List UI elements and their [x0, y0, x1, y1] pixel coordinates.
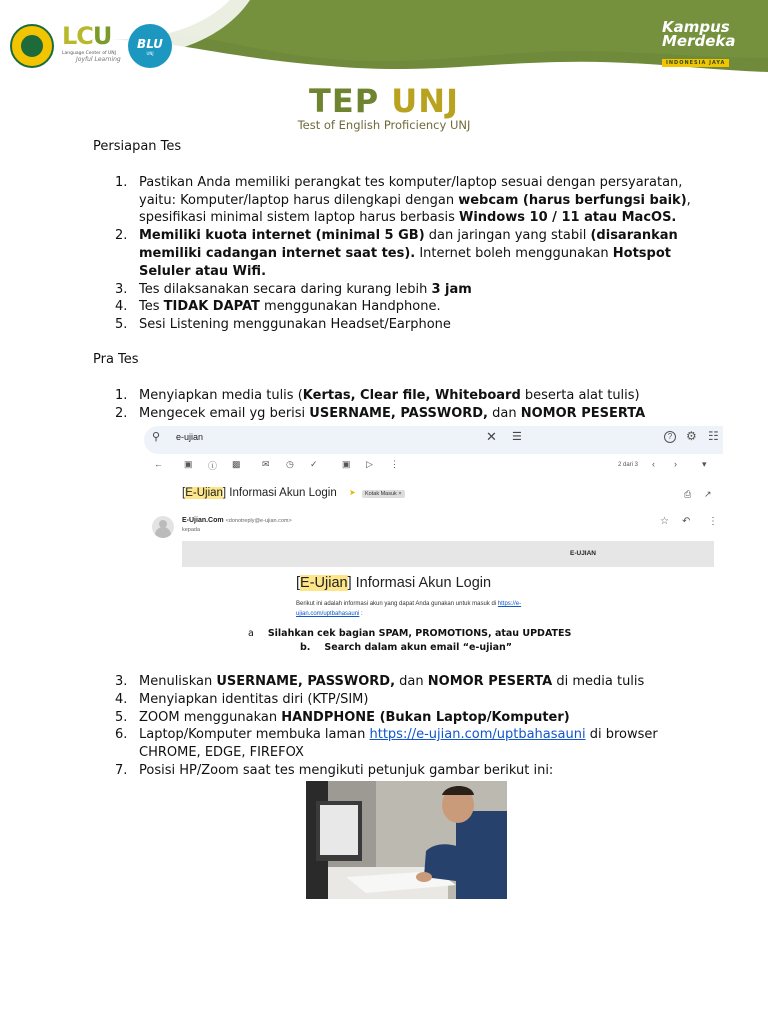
email-screenshot: [142, 424, 723, 624]
list-item: [115, 387, 693, 405]
reply-icon: ↶: [682, 516, 691, 527]
chevron-left-icon: ‹: [652, 459, 655, 469]
note-b: b. Search dalam akun email “e-ujian”: [300, 642, 513, 653]
unj-logo: [10, 24, 54, 68]
kampus-merdeka-logo: Kampus Merdeka INDONESIA JAYA: [662, 18, 736, 66]
list-item: [115, 281, 693, 299]
star-icon: ☆: [660, 516, 669, 527]
mail-search-bar: [144, 426, 723, 454]
text: Menyiapkan identitas diri (KTP/SIM): [139, 691, 369, 707]
chevron-right-icon: ›: [674, 459, 677, 469]
note-a: a Silahkan cek bagian SPAM, PROMOTIONS, atau UPDATES: [248, 628, 572, 639]
mail-search-input: e-ujian: [176, 432, 204, 442]
text: , spesifikasi minimal sistem laptop harus berbasis: [139, 192, 691, 226]
bold-text: webcam (harus berfungsi baik): [458, 192, 687, 208]
bold-text: TIDAK DAPAT: [163, 299, 260, 315]
search-icon: ⚲: [152, 431, 161, 443]
list-number: 3.: [115, 674, 128, 689]
bold-text: (disarankan memiliki cadangan internet saat tes).: [139, 228, 678, 261]
header-banner: [0, 0, 768, 82]
list-number: 1.: [115, 387, 128, 403]
pratest-list: [115, 387, 693, 423]
move-icon: ▣: [342, 459, 351, 469]
bold-text: NOMOR PESERTA: [427, 674, 553, 689]
mail-body-text: Berikut ini adalah informasi akun yang dapat Anda gunakan untuk masuk di https://e- ujian.com/uptbahasauni :: [296, 601, 522, 617]
list-item: [115, 673, 713, 691]
more-vert-icon: ⋮: [708, 516, 718, 527]
document-body-continued: [93, 673, 713, 780]
list-item: [115, 405, 693, 423]
list-item: [115, 227, 693, 280]
task-icon: ✓: [310, 459, 318, 469]
important-icon: ➤: [349, 488, 356, 497]
mail-sender: E-Ujian.Com <donotreply@e-ujian.com>: [182, 517, 292, 524]
list-number: 6.: [115, 727, 128, 743]
back-icon: ←: [154, 459, 163, 469]
text: dan jaringan yang stabil: [424, 228, 591, 244]
filter-icon: ☰: [512, 431, 522, 443]
close-icon: ✕: [486, 429, 497, 444]
list-number: 5.: [115, 709, 128, 725]
list-number: 4.: [115, 691, 128, 707]
bold-text: HANDPHONE (Bukan Laptop/Komputer): [281, 709, 570, 725]
e-ujian-link[interactable]: https://e-ujian.com/uptbahasauni: [369, 727, 586, 743]
list-number: 1.: [115, 174, 128, 190]
section-title-persiapan: Persiapan Tes: [93, 139, 182, 154]
text: di browser CHROME, EDGE, FIREFOX: [139, 727, 658, 761]
archive-icon: ▣: [184, 459, 193, 469]
avatar: [152, 516, 174, 538]
text: dan: [395, 674, 428, 689]
text: Posisi HP/Zoom saat tes mengikuti petunjuk gambar berikut ini:: [139, 762, 554, 778]
photo-illustration: [306, 781, 507, 899]
bold-text: 3 jam: [431, 281, 472, 297]
print-icon: ⎙: [684, 489, 692, 499]
bold-text: Kertas, Clear file, Whiteboard: [302, 387, 521, 403]
apps-icon: ☷: [708, 429, 719, 443]
bold-text: USERNAME, PASSWORD,: [309, 405, 488, 421]
list-number: 4.: [115, 299, 128, 315]
text: Tes dilaksanakan secara daring kurang lebih: [139, 281, 432, 297]
persiapan-list: [115, 174, 693, 334]
more-vert-icon: ⋮: [390, 459, 399, 469]
zoom-position-photo: [306, 781, 507, 899]
text: Internet boleh menggunakan: [415, 245, 613, 261]
document-body: [93, 138, 693, 422]
list-item: [115, 691, 713, 709]
text: dan: [488, 405, 521, 421]
report-icon: ⓘ: [208, 461, 218, 471]
blu-logo: BLU UNJ: [128, 24, 172, 68]
lcu-logo: LCU Language Center of UNJ Joyful Learning: [62, 22, 121, 63]
pratest-list-continued: [115, 673, 713, 780]
text: menggunakan Handphone.: [259, 299, 441, 315]
mail-recipient: kepada: [182, 527, 201, 533]
text: Laptop/Komputer membuka laman: [139, 727, 370, 743]
bold-text: USERNAME, PASSWORD,: [216, 674, 396, 689]
text: Tes: [139, 299, 164, 315]
mail-subject: [E-Ujian] Informasi Akun Login: [182, 487, 337, 499]
text: di media tulis: [552, 674, 645, 689]
bold-text: Windows 10 / 11 atau MacOS.: [459, 210, 677, 226]
open-new-window-icon: ↗: [704, 489, 712, 499]
text: Pastikan Anda memiliki perangkat tes komputer/laptop sesuai dengan persyaratan, yaitu: Komputer/laptop harus dilengkapi dengan: [139, 174, 683, 208]
bold-text: NOMOR PESERTA: [520, 405, 646, 421]
list-number: 7.: [115, 762, 128, 778]
chevron-down-icon: ▾: [702, 459, 707, 469]
list-item: [115, 762, 713, 780]
bold-text: Memiliki kuota internet (minimal 5 GB): [139, 228, 425, 244]
mail-icon: ✉: [262, 459, 270, 469]
label-icon: ▷: [366, 459, 373, 469]
help-icon: ?: [664, 431, 676, 443]
text: Menuliskan: [139, 674, 217, 689]
list-item: [115, 316, 693, 334]
bold-text: Hotspot Seluler atau Wifi.: [139, 245, 671, 279]
delete-icon: ▩: [232, 459, 241, 469]
list-item: [115, 174, 693, 227]
list-item: [115, 709, 713, 727]
inbox-label-chip: Kotak Masuk ×: [362, 490, 405, 498]
mail-body-title: [E-Ujian] Informasi Akun Login: [296, 575, 492, 591]
tep-title: [0, 84, 768, 132]
list-item: [115, 298, 693, 316]
text: Menyiapkan media tulis (: [139, 387, 303, 403]
tep-logo: TEP UNJ: [309, 82, 459, 120]
section-title-pratest: Pra Tes: [93, 351, 139, 367]
text: Sesi Listening menggunakan Headset/Earphone: [139, 317, 451, 333]
mail-banner: E-UJIAN: [182, 541, 714, 567]
text: beserta alat tulis): [520, 387, 640, 403]
list-number: 3.: [115, 281, 128, 297]
clock-icon: ◷: [286, 459, 294, 469]
list-number: 2.: [115, 405, 128, 421]
list-item: [115, 726, 713, 762]
list-number: 2.: [115, 228, 128, 244]
gear-icon: ⚙: [686, 429, 697, 443]
text: ZOOM menggunakan: [139, 709, 282, 725]
mail-pager: 2 dari 3: [618, 462, 639, 468]
list-number: 5.: [115, 317, 128, 333]
text: Mengecek email yg berisi: [139, 405, 310, 421]
tep-subtitle: Test of English Proficiency UNJ: [297, 118, 471, 132]
